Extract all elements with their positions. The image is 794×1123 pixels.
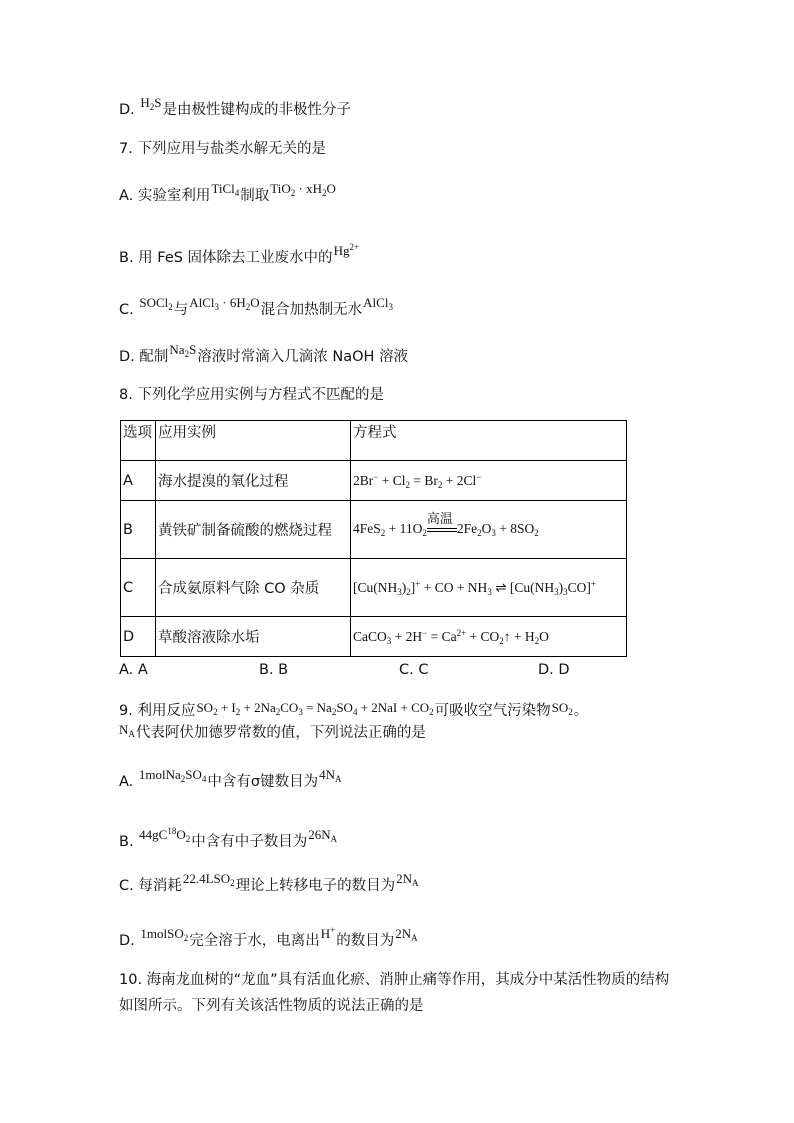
row-example: 草酸溶液除水垢 [156, 617, 351, 657]
symbol-na: $N_A$ [119, 722, 135, 739]
header-option: 选项 [121, 421, 156, 461]
row-option: C [121, 559, 156, 617]
table-header-row [121, 421, 627, 461]
q7-option-b: B. 用 FeS 固体除去工业废水中的$Hg^{2+}$ [119, 242, 360, 266]
row-equation: CaCO$_3$ + $2H^- = Ca^{2+}$ + $CO_2↑ + H_2O$ [351, 617, 627, 657]
formula-22-4l-so2: $22.4LSO_2$ [182, 871, 235, 888]
q9-option-a: A. $1molNa_2SO_4$中含有σ键数目为$4N_A$ [119, 767, 342, 790]
row-example: 黄铁矿制备硫酸的燃烧过程 [156, 501, 351, 559]
table-row [121, 501, 627, 559]
row-example: 海水提溴的氧化过程 [156, 461, 351, 501]
q7-stem: 7. 下列应用与盐类水解无关的是 [119, 141, 326, 157]
formula-h2s: $H_2S$ [140, 95, 162, 112]
row-option: A [121, 461, 156, 501]
q8-table [120, 420, 627, 657]
q7-option-a: A. 实验室利用TiCl$_4$制取$TiO_2 \cdot xH_2O$ [119, 181, 336, 204]
formula-hg2plus: $Hg^{2+}$ [333, 242, 360, 258]
q9-option-c: C. 每消耗$22.4LSO_2$理论上转移电子的数目为$2N_A$ [119, 871, 419, 894]
row-option: B [121, 501, 156, 559]
header-example: 应用实例 [156, 421, 351, 461]
formula-socl2: SOCl$_2$ [139, 295, 173, 312]
q8-choice-c: C. C [399, 662, 429, 678]
q10-stem: 10. 海南龙血树的“龙血”具有活血化瘀、消肿止痛等作用，其成分中某活性物质的结构如图所示。下列有关该活性物质的说法正确的是 [119, 972, 670, 1014]
formula-alcl3: AlCl$_3$ [363, 295, 393, 312]
formula-tio2-xh2o: $TiO_2 \cdot xH_2O$ [270, 181, 336, 198]
formula-so2: $SO_2$ [551, 700, 573, 717]
formula-44g-c18o2: $44gC^{18}O_2$ [139, 826, 191, 844]
q8-stem: 8. 下列化学应用实例与方程式不匹配的是 [119, 387, 384, 403]
row-equation: $[Cu(NH_3)_2]^+$ + CO + $NH_3$ ⇌ $[Cu(NH_3)_3CO]^+$ [351, 559, 627, 617]
formula-na2s: $Na_2S$ [169, 342, 197, 359]
formula-1mol-na2so4: $1molNa_2SO_4$ [138, 767, 207, 784]
value-4na: $4N_A$ [319, 767, 342, 784]
q7-option-c: C. SOCl$_2$与AlCl$_3$ · $6H_2O$混合加热制无水AlCl$_3$ [119, 295, 393, 318]
row-option: D [121, 617, 156, 657]
high-temp-condition: 高温 [427, 522, 457, 536]
q8-choice-b: B. B [259, 662, 289, 678]
q9-option-b: B. $44gC^{18}O_2$中含有中子数目为$26N_A$ [119, 826, 338, 850]
table-row [121, 461, 627, 501]
formula-1mol-so2: 1molSO$_2$ [140, 926, 189, 943]
q8-choice-d: D. D [538, 662, 570, 678]
q8-choice-a: A. A [119, 662, 148, 678]
formula-alcl3-6h2o: AlCl$_3$ · $6H_2O$ [189, 295, 260, 312]
row-example: 合成氨原料气除 CO 杂质 [156, 559, 351, 617]
row-equation: $4FeS_2 + 11O_2$ 高温 $2Fe_2O_3 + 8SO_2$ [351, 501, 627, 559]
value-26na: $26N_A$ [308, 827, 338, 844]
row-equation: $2Br^- + Cl_2 = Br_2 + 2Cl^-$ [351, 461, 627, 501]
formula-ticl4: TiCl$_4$ [211, 181, 240, 198]
value-2na-d: $2N_A$ [395, 926, 418, 943]
q6-option-d: D. $H_2S$是由极性键构成的非极性分子 [119, 95, 352, 118]
q9-stem: 9. 利用反应$SO_2 + I_2 + 2Na_2CO_3 = Na_2SO_4 + 2NaI + CO_2$可吸收空气污染物$SO_2$。 [119, 700, 589, 719]
header-equation: 方程式 [351, 421, 627, 461]
table-row [121, 617, 627, 657]
ion-h-plus: H+ [320, 925, 336, 941]
value-2na: $2N_A$ [396, 871, 419, 888]
table-row [121, 559, 627, 617]
q7-option-d: D. 配制$Na_2S$溶液时常滴入几滴浓 NaOH 溶液 [119, 342, 409, 365]
q9-equation: $SO_2 + I_2 + 2Na_2CO_3 = Na_2SO_4 + 2NaI + CO_2$ [196, 700, 434, 717]
q9-option-d: D. 1molSO$_2$完全溶于水，电离出H+的数目为$2N_A$ [119, 925, 418, 949]
q9-stem-line2: $N_A$代表阿伏加德罗常数的值，下列说法正确的是 [119, 722, 426, 741]
